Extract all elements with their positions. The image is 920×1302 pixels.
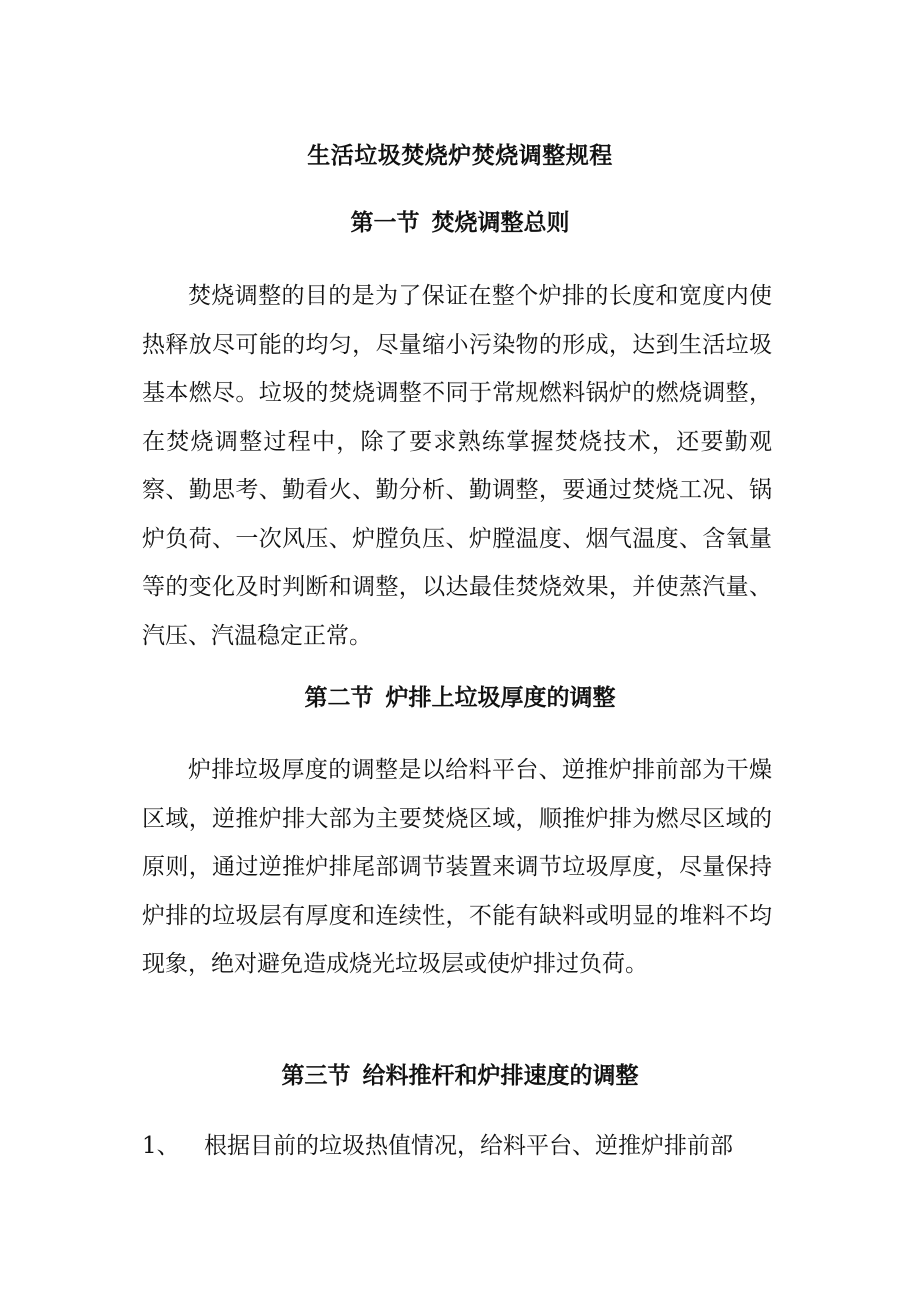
list-item-marker: 1、	[142, 1133, 180, 1159]
section-1-number: 第一节	[350, 209, 420, 236]
section-1-title: 焚烧调整总则	[431, 209, 570, 236]
section-3-title: 给料推杆和炉排速度的调整	[362, 1062, 639, 1089]
section-2-number: 第二节	[304, 684, 374, 711]
section-2-paragraph: 炉排垃圾厚度的调整是以给料平台、逆推炉排前部为干燥区域，逆推炉排大部为主要焚烧区域，顺推炉排为燃尽区域的原则，通过逆推炉排尾部调节装置来调节垃圾厚度，尽量保持炉排的垃圾层有厚度和连续性，不能有缺料或明显的堆料不均现象，绝对避免造成烧光垃圾层或使炉排过负荷。	[142, 757, 772, 977]
list-item	[142, 1122, 782, 1170]
section-3-heading	[0, 1056, 920, 1096]
section-1-paragraph: 焚烧调整的目的是为了保证在整个炉排的长度和宽度内使热释放尽可能的均匀，尽量缩小污染物的形成，达到生活垃圾基本燃尽。垃圾的焚烧调整不同于常规燃料锅炉的燃烧调整，在焚烧调整过程中，除了要求熟练掌握焚烧技术，还要勤观察、勤思考、勤看火、勤分析、勤调整，要通过焚烧工况、锅炉负荷、一次风压、炉膛负压、炉膛温度、烟气温度、含氧量等的变化及时判断和调整，以达最佳焚烧效果，并使蒸汽量、汽压、汽温稳定正常。	[142, 283, 772, 649]
section-2-heading	[0, 678, 920, 718]
list-item-text: 根据目前的垃圾热值情况，给料平台、逆推炉排前部	[204, 1133, 733, 1159]
section-3-number: 第三节	[281, 1062, 351, 1089]
document-title: 生活垃圾焚烧炉焚烧调整规程	[307, 142, 613, 169]
section-1-heading	[0, 203, 920, 243]
section-2-title: 炉排上垃圾厚度的调整	[385, 684, 616, 711]
